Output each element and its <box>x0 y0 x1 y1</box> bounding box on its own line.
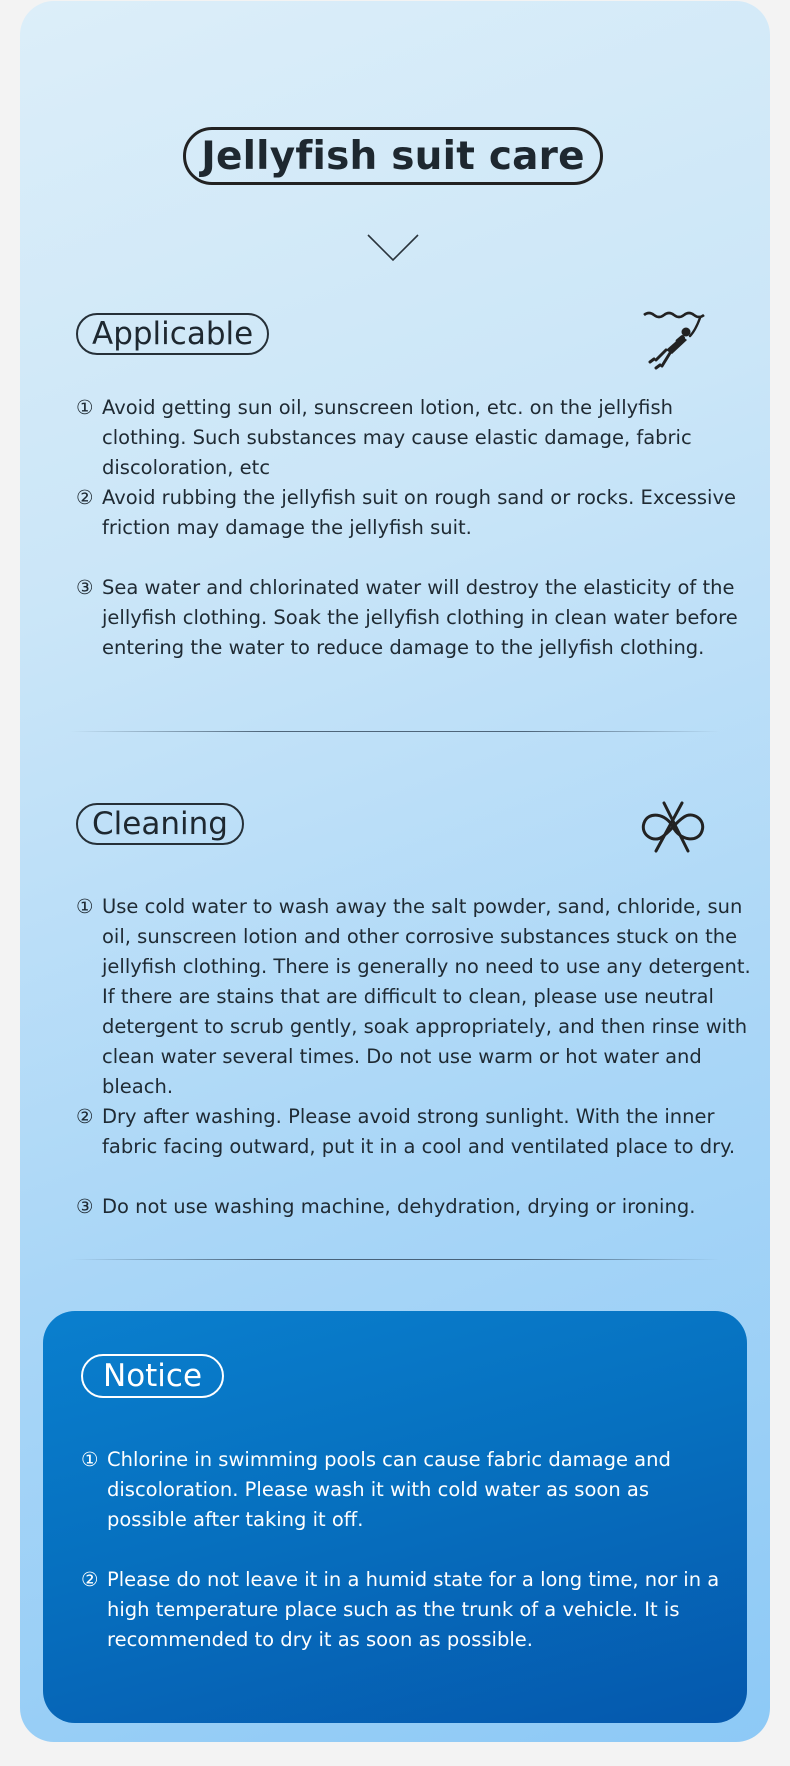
list-item <box>81 1445 721 1535</box>
item-number: ① <box>76 895 94 918</box>
list-item <box>76 892 752 1102</box>
list-item <box>76 1102 752 1162</box>
item-text: Do not use washing machine, dehydration, drying or ironing. <box>102 1195 696 1218</box>
list-item <box>81 1565 721 1655</box>
list-item <box>76 1192 752 1222</box>
chevron-down-icon <box>366 233 420 263</box>
page-title: Jellyfish suit care <box>183 127 603 185</box>
item-text: Chlorine in swimming pools can cause fabric damage and discoloration. Please wash it with cold water as soon as possible after taking it off. <box>107 1448 671 1531</box>
item-text: Use cold water to wash away the salt powder, sand, chloride, sun oil, sunscreen lotion and other corrosive substances stuck on the jellyfish clothing. There is generally no need to use any detergent. If there are stains that are difficult to clean, please use neutral detergent to scrub gently, soak appropriately, and then rinse with clean water several times. Do not use warm or hot water and bleach. <box>102 895 751 1098</box>
item-text: Avoid getting sun oil, sunscreen lotion, etc. on the jellyfish clothing. Such substances may cause elastic damage, fabric discoloration, etc <box>102 396 692 479</box>
item-text: Please do not leave it in a humid state for a long time, nor in a high temperature place such as the trunk of a vehicle. It is recommended to dry it as soon as possible. <box>107 1568 720 1651</box>
item-number: ③ <box>76 1195 94 1218</box>
item-number: ① <box>81 1448 99 1471</box>
divider <box>70 731 720 732</box>
item-text: Dry after washing. Please avoid strong sunlight. With the inner fabric facing outward, put it in a cool and ventilated place to dry. <box>102 1105 736 1158</box>
section-label-notice: Notice <box>81 1354 224 1398</box>
care-card <box>20 1 770 1742</box>
item-text: Avoid rubbing the jellyfish suit on rough sand or rocks. Excessive friction may damage the jellyfish suit. <box>102 486 737 539</box>
item-text: Sea water and chlorinated water will destroy the elasticity of the jellyfish clothing. Soak the jellyfish clothing in clean water before entering the water to reduce damage to the jellyfish clothing. <box>102 576 738 659</box>
divider <box>70 1259 720 1260</box>
notice-panel <box>43 1311 747 1723</box>
list-item <box>76 393 752 483</box>
section-label-cleaning: Cleaning <box>76 803 244 845</box>
no-wring-icon <box>640 801 706 853</box>
diver-icon <box>642 310 706 370</box>
item-number: ③ <box>76 576 94 599</box>
item-number: ② <box>81 1568 99 1591</box>
item-number: ② <box>76 486 94 509</box>
section-label-applicable: Applicable <box>76 313 269 355</box>
item-number: ② <box>76 1105 94 1128</box>
item-number: ① <box>76 396 94 419</box>
list-item <box>76 573 752 663</box>
list-item <box>76 483 752 543</box>
